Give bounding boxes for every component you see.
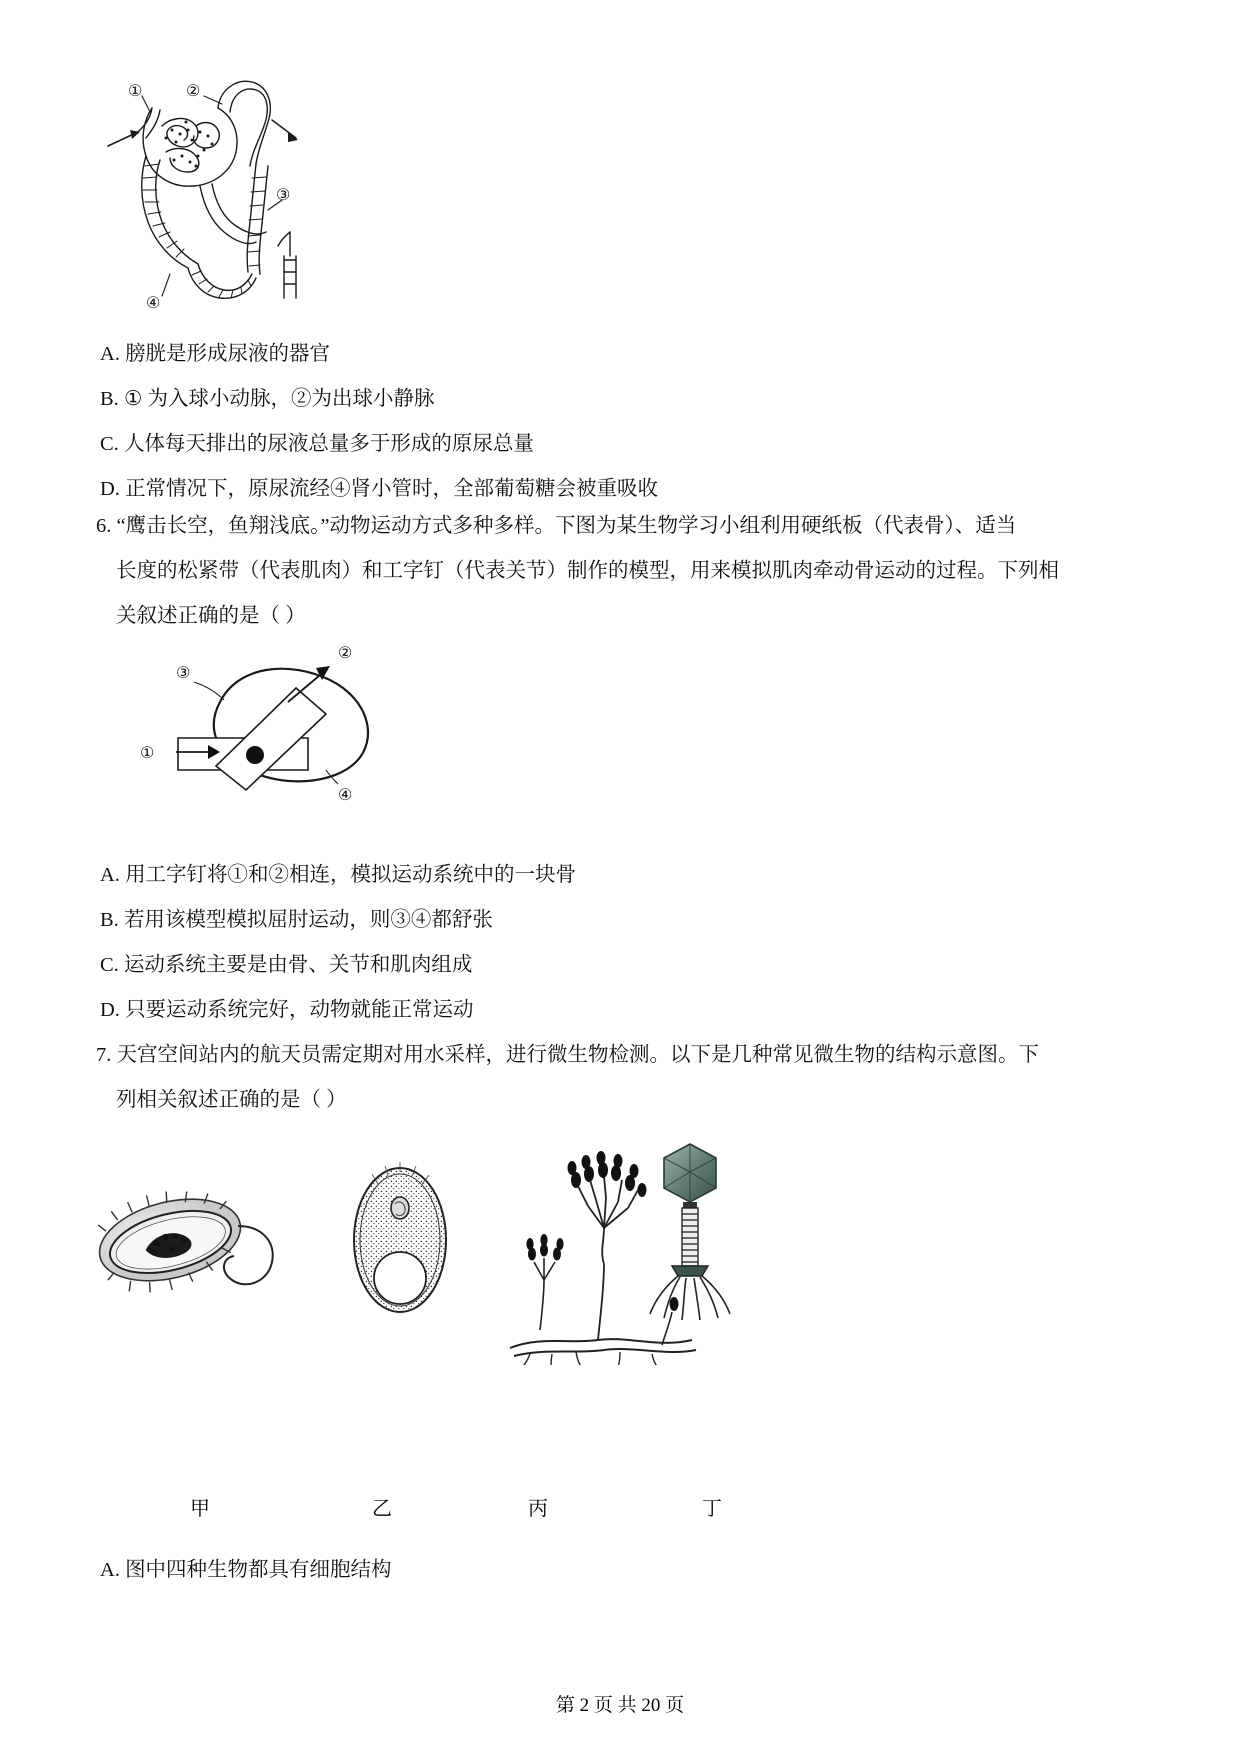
nephron-label-1: ① [128,83,143,100]
nephron-figure [100,60,330,310]
q6-option-b-text: 若用该模型模拟屈肘运动，则③④都舒张 [123,909,493,931]
q6-option-a [100,857,576,887]
q5-option-d-key: D. [100,478,120,500]
nephron-label-3: ③ [276,187,291,204]
q6-stem-line-3: 关叙述正确的是（ ） [116,605,306,627]
q5-option-a [100,336,330,366]
micro-caption-jia: 甲 [190,1498,210,1520]
q5-option-d-text: 正常情况下，原尿流经④肾小管时，全部葡萄糖会被重吸收 [125,478,659,500]
q5-option-c-text: 人体每天排出的尿液总量多于形成的原尿总量 [123,433,534,455]
q6-option-d [100,992,474,1022]
bacterium-drawing [88,1175,272,1305]
q6-option-a-text: 用工字钉将①和②相连，模拟运动系统中的一块骨 [125,864,577,886]
q7-option-a-text: 图中四种生物都具有细胞结构 [125,1559,392,1581]
micro-caption-yi: 乙 [372,1498,392,1520]
q7-stem-line-2: 列相关叙述正确的是（ ） [116,1089,347,1111]
model-label-3: ③ [176,665,191,682]
q6-stem-line-1 [96,508,1016,538]
q5-option-c-key: C. [100,433,119,455]
bone-muscle-model-figure [120,630,420,810]
q5-option-a-text: 膀胱是形成尿液的器官 [125,343,331,365]
model-label-2: ② [338,645,353,662]
q6-option-c-key: C. [100,954,119,976]
q6-option-b-key: B. [100,909,119,931]
q5-option-a-key: A. [100,343,120,365]
page-footer: 第 2 页 共 20 页 [555,1695,685,1716]
q6-option-d-text: 只要运动系统完好，动物就能正常运动 [125,999,474,1021]
q6-number: 6. [96,515,112,537]
q7-stem-text-1: 天宫空间站内的航天员需定期对用水采样，进行微生物检测。以下是几种常见微生物的结构示意图。下 [116,1044,1039,1066]
q7-stem-line-1 [96,1037,1039,1067]
q6-option-c [100,947,472,977]
q6-option-a-key: A. [100,864,120,886]
model-label-1: ① [140,745,155,762]
nephron-label-2: ② [186,83,201,100]
q5-option-b-key: B. [100,388,119,410]
q5-option-c [100,426,534,456]
model-label-4: ④ [338,787,353,804]
q6-option-b [100,902,493,932]
micro-caption-ding: 丁 [702,1498,722,1520]
q5-option-b [100,381,434,411]
q6-stem-line-2: 长度的松紧带（代表肌肉）和工字钉（代表关节）制作的模型，用来模拟肌肉牵动骨运动的过程。下列相 [116,560,1059,582]
microorganisms-figure [50,1130,750,1360]
yeast-drawing [354,1162,446,1312]
q6-stem-text-1: “鹰击长空，鱼翔浅底。”动物运动方式多种多样。下图为某生物学习小组利用硬纸板（代表骨）、适当 [116,515,1017,537]
q6-option-d-key: D. [100,999,120,1021]
bacteriophage-drawing [650,1144,730,1320]
q7-number: 7. [96,1044,112,1066]
nephron-label-4: ④ [146,295,161,312]
q5-option-d [100,471,658,501]
q7-option-a-key: A. [100,1559,120,1581]
micro-caption-bing: 丙 [528,1498,548,1520]
q6-option-c-text: 运动系统主要是由骨、关节和肌肉组成 [123,954,473,976]
q7-option-a [100,1552,392,1582]
q5-option-b-text: ① 为入球小动脉，②为出球小静脉 [123,388,435,410]
